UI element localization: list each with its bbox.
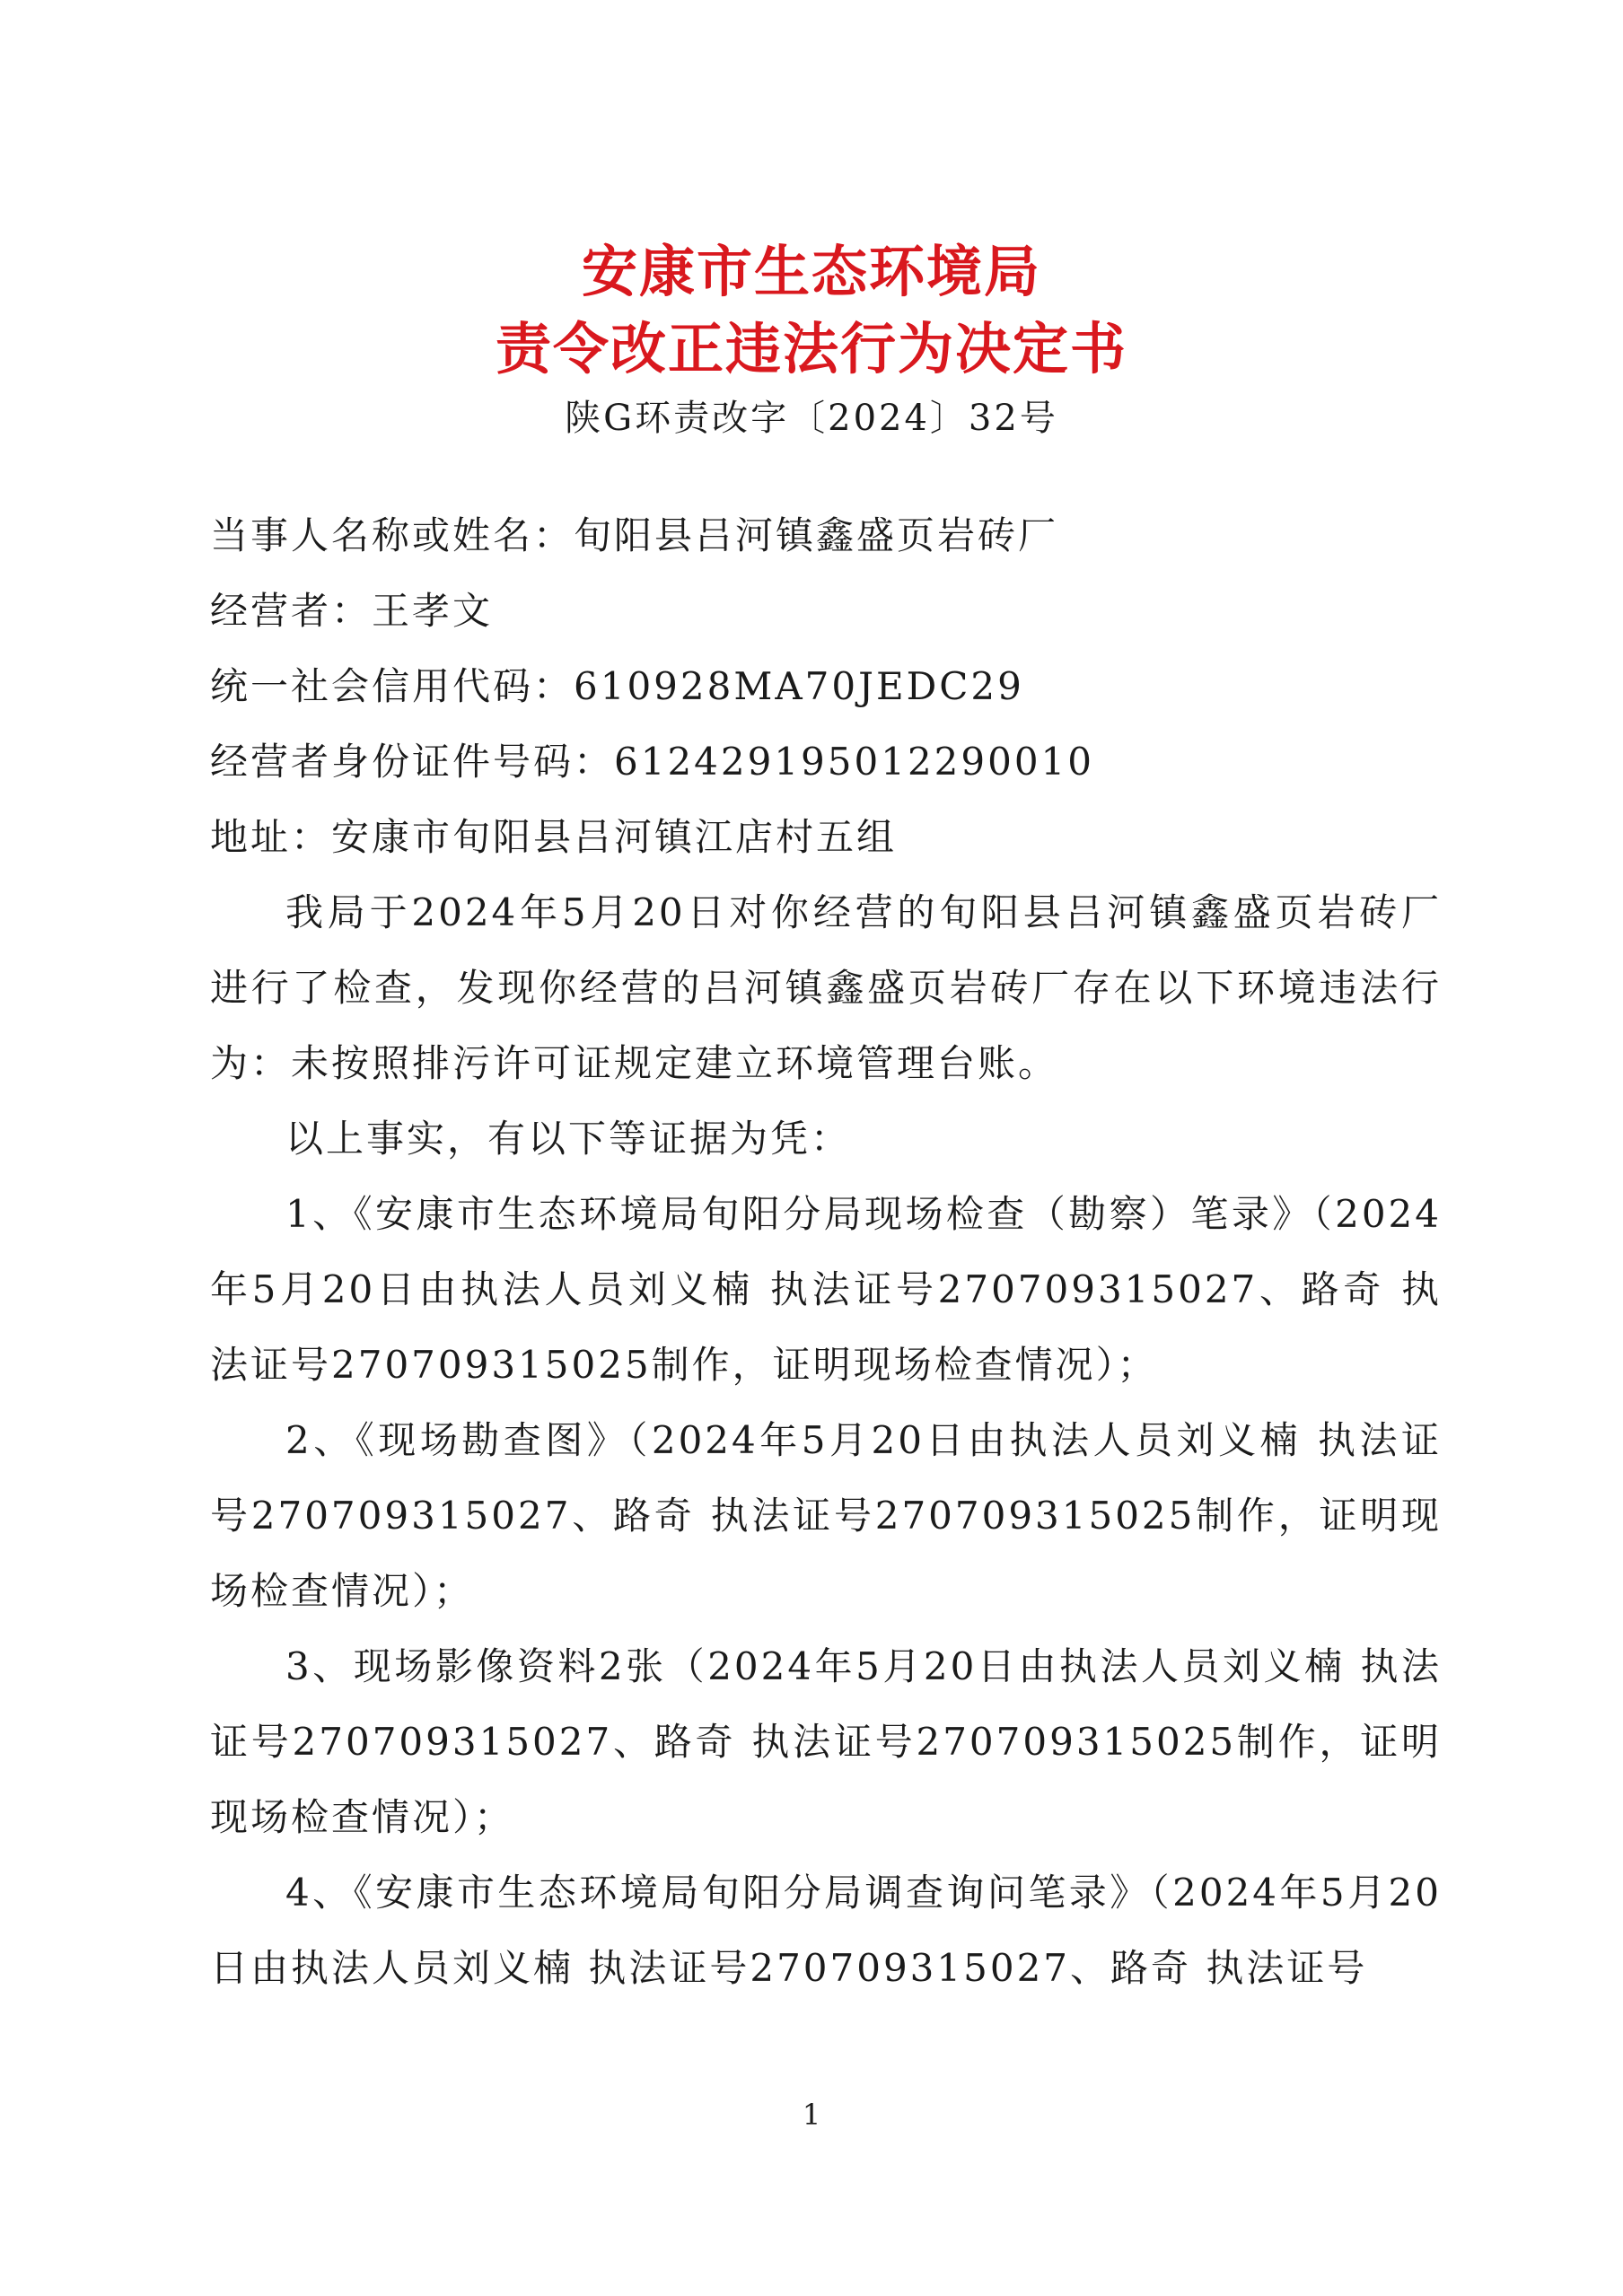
evidence-intro: 以上事实，有以下等证据为凭： xyxy=(285,1117,852,1161)
evidence-item-4: 4、《安康市生态环境局旬阳分局调查询问笔录》（2024年5月20日由执法人员刘义楠 执法证号270709315027、路奇 执法证号 xyxy=(210,1871,1442,1990)
evidence-item-1: 1、《安康市生态环境局旬阳分局现场检查（勘察）笔录》（2024年5月20日由执法人员刘义楠 执法证号270709315027、路奇 执法证号270709315025制作，证明现场检查情况）； xyxy=(210,1192,1442,1387)
party-name-line: 当事人名称或姓名：旬阳县吕河镇鑫盛页岩砖厂 xyxy=(210,513,1059,557)
operator-line: 经营者：王孝文 xyxy=(210,589,494,633)
inspection-paragraph: 我局于2024年5月20日对你经营的旬阳县吕河镇鑫盛页岩砖厂进行了检查，发现你经营的吕河镇鑫盛页岩砖厂存在以下环境违法行为：未按照排污许可证规定建立环境管理台账。 xyxy=(210,890,1442,1085)
document-number: 陕G环责改字〔2024〕32号 xyxy=(565,398,1058,439)
page-number: 1 xyxy=(802,2098,821,2132)
evidence-item-2: 2、《现场勘查图》（2024年5月20日由执法人员刘义楠 执法证号270709315027、路奇 执法证号270709315025制作，证明现场检查情况）； xyxy=(210,1418,1442,1613)
address-line: 地址：安康市旬阳县吕河镇江店村五组 xyxy=(210,815,898,859)
document-title-type: 责令改正违法行为决定书 xyxy=(495,316,1127,381)
evidence-item-3: 3、现场影像资料2张（2024年5月20日由执法人员刘义楠 执法证号270709315027、路奇 执法证号270709315025制作，证明现场检查情况）； xyxy=(210,1644,1442,1839)
document-body xyxy=(210,498,1442,2006)
credit-code-line: 统一社会信用代码：610928MA70JEDC29 xyxy=(210,664,1024,708)
id-number-line: 经营者身份证件号码：612429195012290010 xyxy=(210,740,1094,784)
document-title-agency: 安康市生态环境局 xyxy=(581,239,1041,304)
